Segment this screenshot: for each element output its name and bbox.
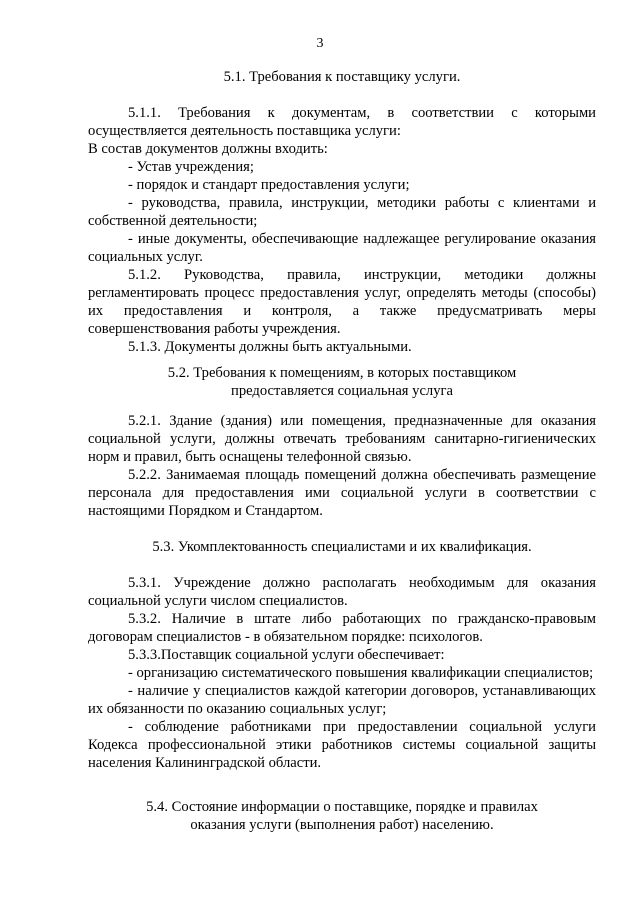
list-item: - соблюдение работниками при предоставлении социальной услуги Кодекса профессиональной этики работников системы социальной защиты населения Калининградской области. — [88, 719, 596, 771]
list-item: - наличие у специалистов каждой категории договоров, устанавливающих их обязанности по оказанию социальных услуг; — [88, 683, 596, 717]
section-heading: 5.1. Требования к поставщику услуги. — [223, 69, 461, 85]
paragraph-5-2-2: 5.2.2. Занимаемая площадь помещений должна обеспечивать размещение персонала для предоставления ими социальной услуги в соответствии с настоящими Порядком и Стандартом. — [88, 467, 596, 519]
paragraph-documents-list-intro: В состав документов должны входить: — [88, 141, 328, 157]
list-item: - руководства, правила, инструкции, методики работы с клиентами и собственной деятельности; — [88, 195, 596, 229]
list-item: - организацию систематического повышения квалификации специалистов; — [128, 665, 594, 681]
section-5-2 — [88, 364, 596, 400]
paragraph-5-3-2: 5.3.2. Наличие в штате либо работающих по гражданско-правовым договорам специалистов - в обязательном порядке: психологов. — [88, 611, 596, 645]
paragraph-5-1-1-cont: осуществляется деятельность поставщика услуги: — [88, 123, 401, 139]
section-heading: 5.2. Требования к помещениям, в которых поставщиком — [167, 365, 517, 381]
paragraph-5-2-1: 5.2.1. Здание (здания) или помещения, предназначенные для оказания социальной услуги, должны отвечать требованиям санитарно-гигиенических норм и правил, быть оснащены телефонной связью. — [88, 413, 596, 465]
list-item: - иные документы, обеспечивающие надлежащее регулирование оказания социальных услуг. — [88, 231, 596, 265]
section-5-3-body — [88, 574, 596, 772]
section-heading-cont: оказания услуги (выполнения работ) населению. — [190, 817, 494, 833]
section-5-2-body — [88, 412, 596, 520]
paragraph-5-1-2: 5.1.2. Руководства, правила, инструкции, методики должны регламентировать процесс предоставления услуг, определять методы (способы) их предоставления и контроля, а также предусматривать меры совершенствования работы учреждения. — [88, 267, 596, 337]
section-5-1-body — [88, 104, 596, 356]
section-heading-cont: предоставляется социальная услуга — [231, 383, 453, 399]
list-item: - Устав учреждения; — [128, 159, 254, 175]
section-heading: 5.4. Состояние информации о поставщике, порядке и правилах — [146, 799, 538, 815]
section-5-1 — [88, 68, 596, 86]
paragraph-5-3-1: 5.3.1. Учреждение должно располагать необходимым для оказания социальной услуги числом специалистов. — [88, 575, 596, 609]
section-5-3 — [88, 538, 596, 556]
paragraph-5-1-3: 5.1.3. Документы должны быть актуальными. — [128, 339, 412, 355]
paragraph-5-1-1: 5.1.1. Требования к документам, в соответствии с которыми — [128, 105, 596, 121]
page-number: 3 — [316, 36, 324, 51]
paragraph-5-3-3: 5.3.3.Поставщик социальной услуги обеспечивает: — [128, 647, 445, 663]
section-heading: 5.3. Укомплектованность специалистами и их квалификация. — [152, 539, 532, 555]
section-5-4 — [88, 798, 596, 834]
list-item: - порядок и стандарт предоставления услуги; — [128, 177, 410, 193]
